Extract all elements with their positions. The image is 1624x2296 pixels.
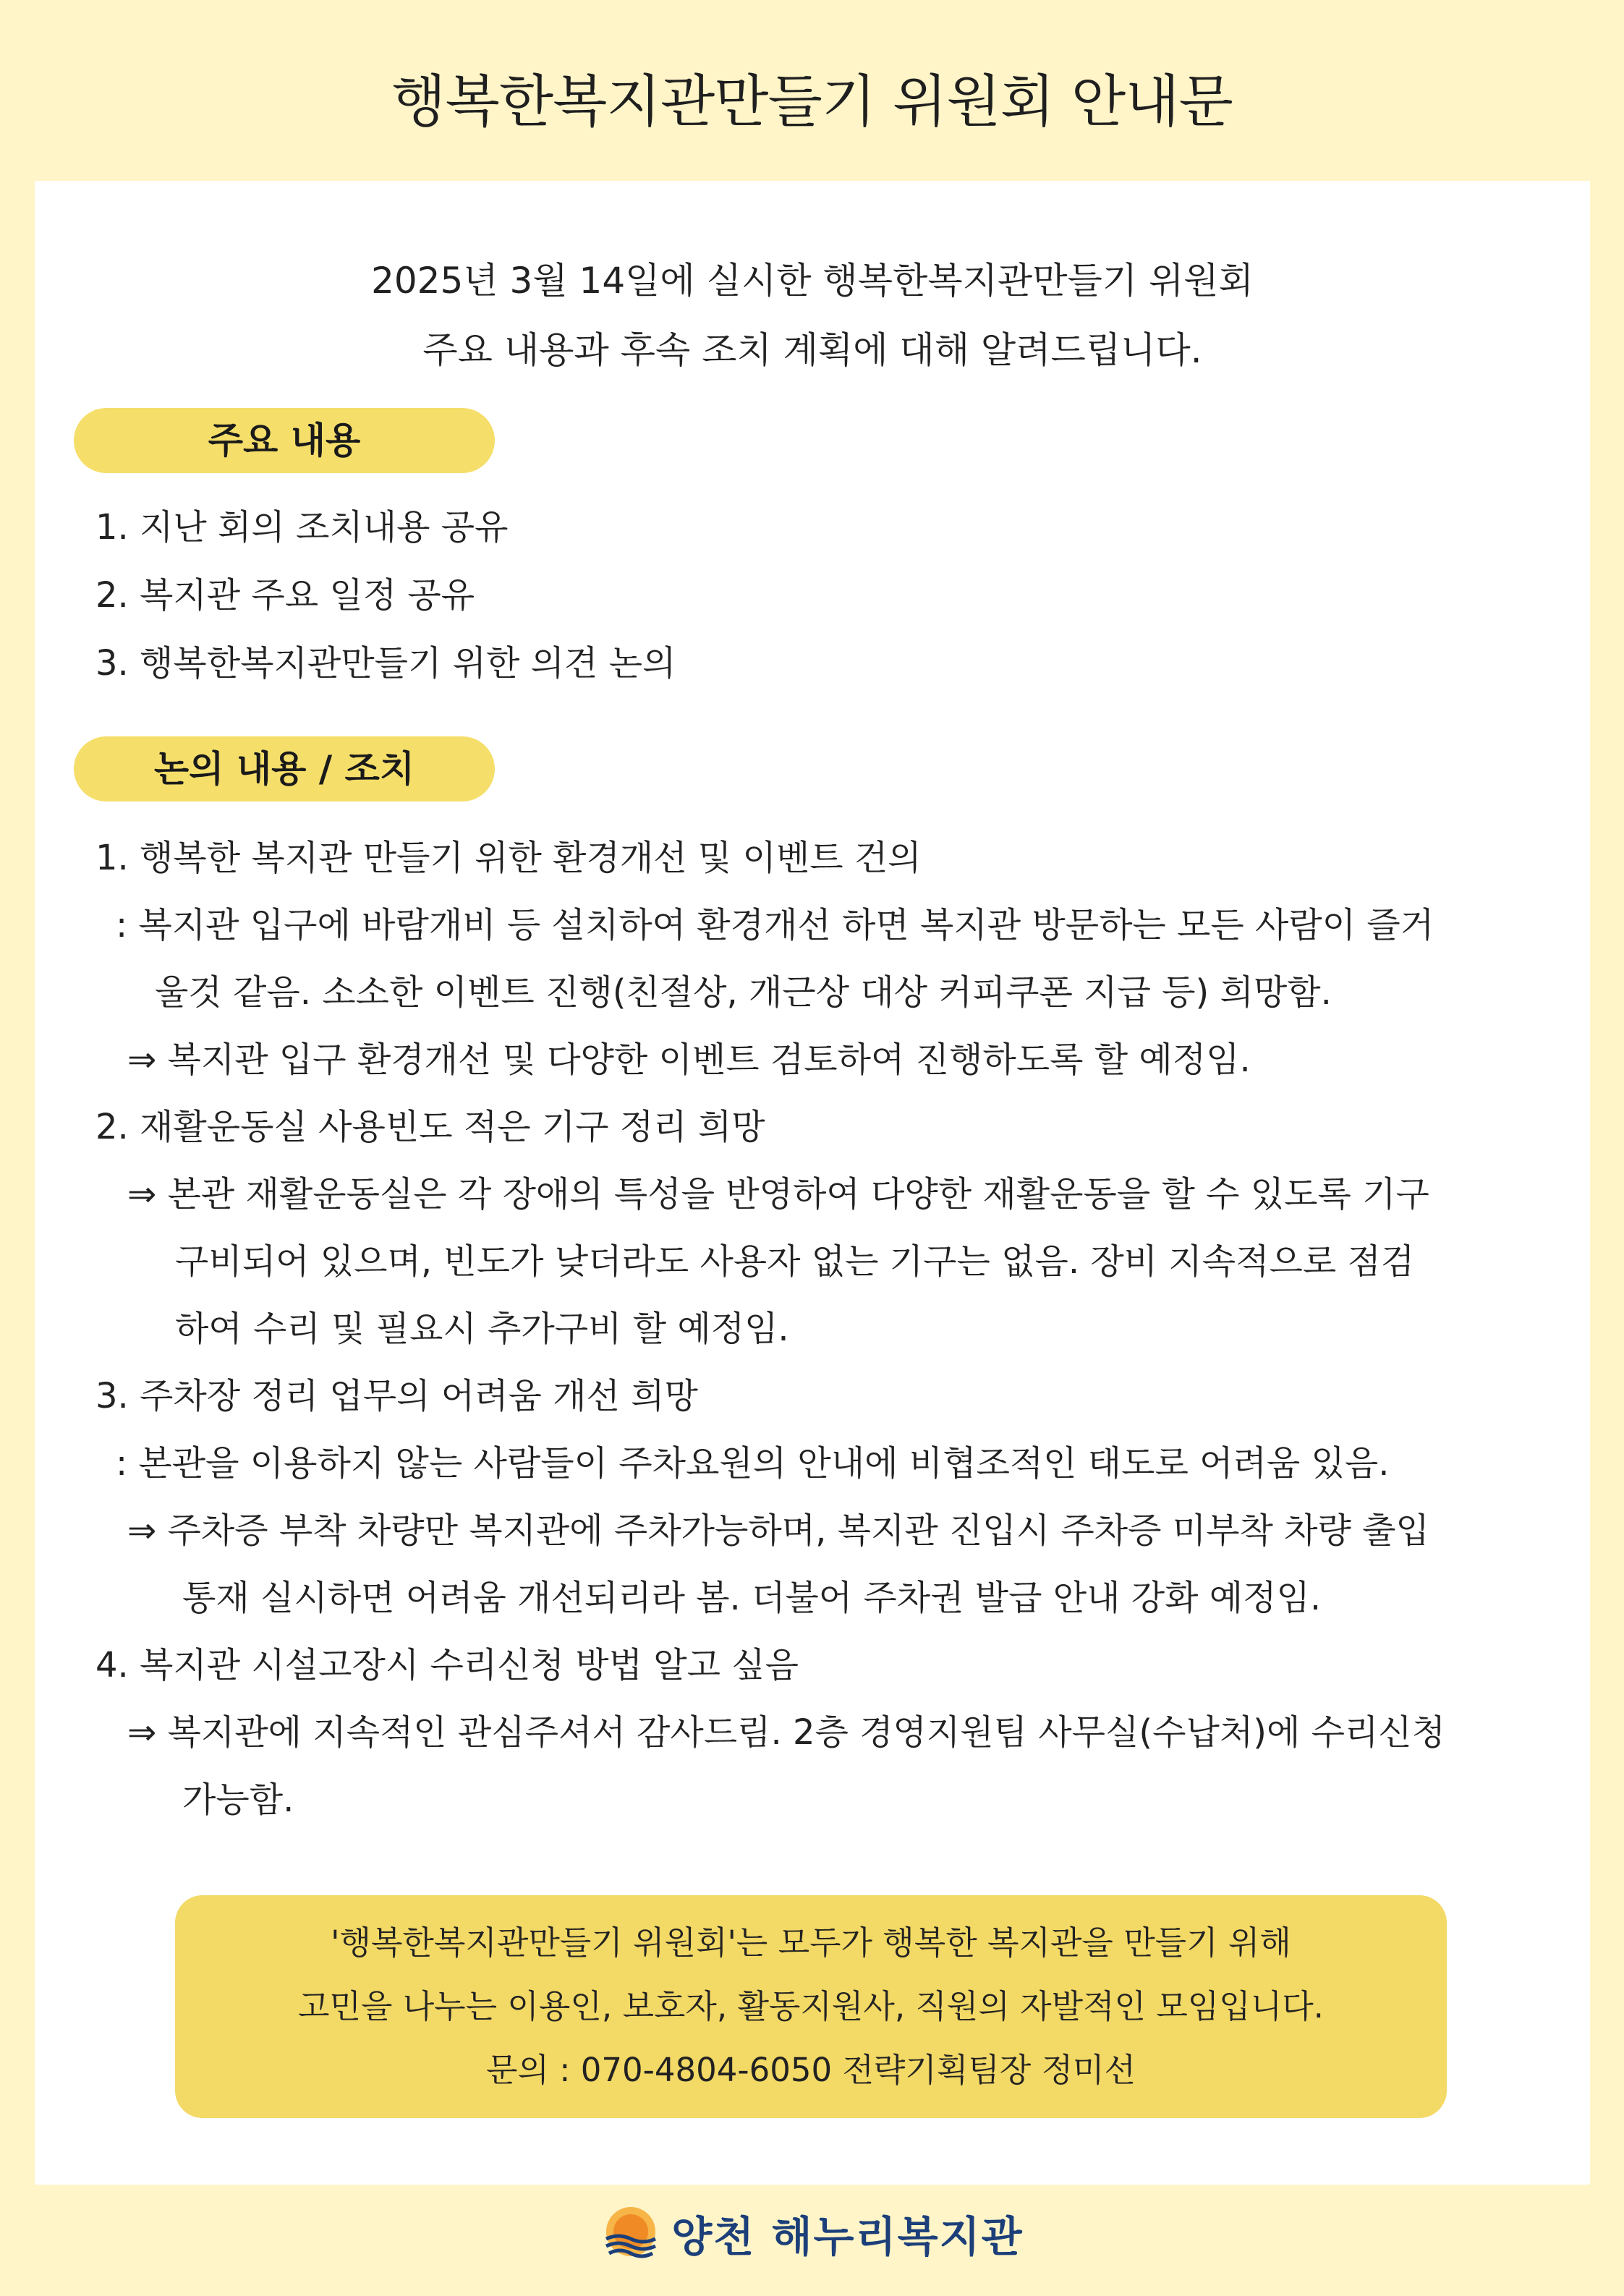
discussion-item-2-action-cont: 구비되어 있으며, 빈도가 낮더라도 사용자 없는 기구는 없음. 장비 지속적으로 점검 — [175, 1241, 1415, 1282]
list-item: 3. 행복한복지관만들기 위한 의견 논의 — [95, 643, 676, 684]
discussion-item-4-title: 4. 복지관 시설고장시 수리신청 방법 알고 싶음 — [95, 1645, 799, 1685]
sun-over-waves-icon — [600, 2203, 661, 2263]
content-card — [35, 181, 1590, 2185]
summary-section-heading: 주요 내용 — [74, 408, 495, 473]
discussion-item-2-action-cont: 하여 수리 및 필요시 추가구비 할 예정임. — [175, 1309, 789, 1349]
discussion-item-3-title: 3. 주차장 정리 업무의 어려움 개선 희망 — [95, 1376, 698, 1416]
intro-line-1: 2025년 3월 14일에 실시한 행복한복지관만들기 위원회 — [371, 260, 1254, 302]
discussion-section-heading: 논의 내용 / 조치 — [74, 736, 495, 802]
discussion-item-1-detail: : 복지관 입구에 바람개비 등 설치하여 환경개선 하면 복지관 방문하는 모든 사람이 즐거 — [116, 905, 1434, 945]
footer-logo — [0, 2203, 1624, 2263]
discussion-item-3-action-cont: 통재 실시하면 어려움 개선되리라 봄. 더불어 주차권 발급 안내 강화 예정임. — [182, 1578, 1322, 1618]
notice-box — [175, 1895, 1447, 2118]
discussion-item-1-action: ⇒ 복지관 입구 환경개선 및 다양한 이벤트 검토하여 진행하도록 할 예정임. — [127, 1039, 1251, 1080]
discussion-item-4-action-cont: 가능함. — [182, 1780, 294, 1820]
intro-line-2: 주요 내용과 후속 조치 계획에 대해 알려드립니다. — [422, 329, 1202, 371]
discussion-item-2-action: ⇒ 본관 재활운동실은 각 장애의 특성을 반영하여 다양한 재활운동을 할 수 있도록 기구 — [127, 1174, 1429, 1215]
intro-text — [35, 246, 1590, 385]
list-item: 2. 복지관 주요 일정 공유 — [95, 575, 475, 616]
discussion-item-1-title: 1. 행복한 복지관 만들기 위한 환경개선 및 이벤트 건의 — [95, 838, 922, 878]
page-title: 행복한복지관만들기 위원회 안내문 — [391, 69, 1233, 135]
summary-list — [95, 493, 676, 697]
logo-text: 양천 해누리복지관 — [671, 2212, 1024, 2261]
discussion-item-2-title: 2. 재활운동실 사용빈도 적은 기구 정리 희망 — [95, 1107, 765, 1147]
discussion-list — [95, 825, 1564, 1834]
contact-info: 문의 : 070-4804-6050 전략기획팀장 정미선 — [486, 2051, 1136, 2089]
notice-line-1: '행복한복지관만들기 위원회'는 모두가 행복한 복지관을 만들기 위해 — [331, 1923, 1291, 1962]
discussion-item-3-detail: : 본관을 이용하지 않는 사람들이 주차요원의 안내에 비협조적인 태도로 어려움 있음. — [116, 1443, 1390, 1484]
discussion-item-4-action: ⇒ 복지관에 지속적인 관심주셔서 감사드림. 2층 경영지원팀 사무실(수납처)에 수리신청 — [127, 1712, 1446, 1753]
discussion-item-1-detail-cont: 울것 같음. 소소한 이벤트 진행(친절상, 개근상 대상 커피쿠폰 지급 등) 희망함. — [155, 972, 1332, 1013]
discussion-item-3-action: ⇒ 주차증 부착 차량만 복지관에 주차가능하며, 복지관 진입시 주차증 미부착 차량 출입 — [127, 1510, 1429, 1551]
list-item: 1. 지난 회의 조치내용 공유 — [95, 507, 509, 548]
notice-line-2: 고민을 나누는 이용인, 보호자, 활동지원사, 직원의 자발적인 모임입니다. — [298, 1987, 1324, 2025]
